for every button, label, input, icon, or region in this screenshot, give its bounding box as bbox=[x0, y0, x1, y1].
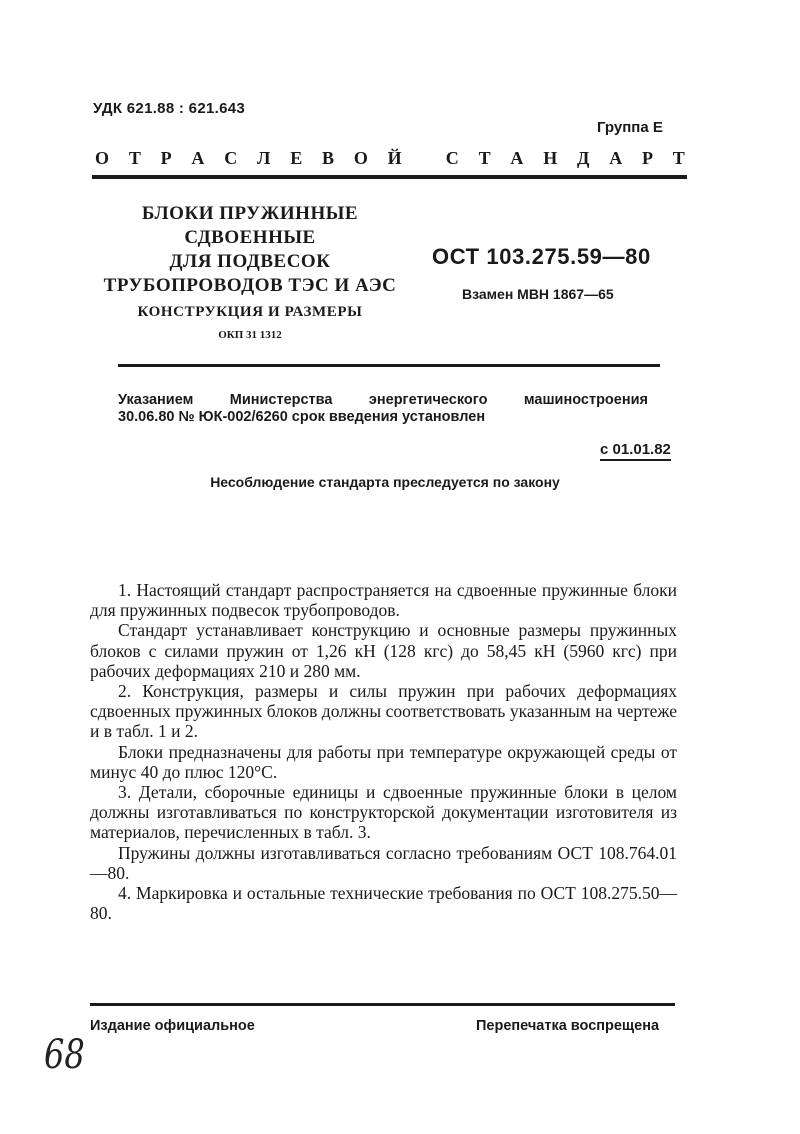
decree-line-2: 30.06.80 № ЮК-002/6260 срок введения установлен bbox=[118, 409, 486, 425]
standard-code: ОСТ 103.275.59—80 bbox=[432, 244, 651, 269]
document-subtitle: КОНСТРУКЦИЯ И РАЗМЕРЫ bbox=[137, 304, 363, 320]
title-line: СДВОЕННЫЕ bbox=[184, 227, 316, 248]
heading-letter: А bbox=[609, 148, 623, 168]
title-line: ТРУБОПРОВОДОВ ТЭС И АЭС bbox=[103, 275, 397, 296]
effective-date: с 01.01.82 bbox=[600, 441, 671, 461]
replaces-note: Взамен МВН 1867—65 bbox=[462, 286, 614, 302]
decree-word: Указанием bbox=[118, 392, 194, 408]
paragraph: 4. Маркировка и остальные технические требования по ОСТ 108.275.50—80. bbox=[90, 883, 677, 924]
heading-letter: О bbox=[353, 148, 368, 168]
heading-letter: Р bbox=[641, 148, 653, 168]
decree-word: машиностроения bbox=[523, 392, 648, 408]
heading-letter: А bbox=[191, 148, 205, 168]
heading-letter: Т bbox=[478, 148, 491, 168]
heading-letter: С bbox=[224, 148, 238, 168]
okp-code: ОКП 31 1312 bbox=[218, 329, 282, 341]
body-text bbox=[90, 580, 677, 923]
footer-divider bbox=[90, 1003, 675, 1006]
section-divider bbox=[118, 364, 660, 367]
heading-letter: О bbox=[95, 148, 110, 168]
heading-letter: С bbox=[445, 148, 459, 168]
decree-text bbox=[118, 392, 648, 426]
heading-letter: Л bbox=[257, 148, 271, 168]
standard-type-heading bbox=[95, 148, 685, 169]
document-title bbox=[90, 202, 410, 298]
header-divider bbox=[92, 175, 687, 179]
heading-letter: Р bbox=[160, 148, 172, 168]
page-number: 68 bbox=[44, 1032, 85, 1078]
heading-letter: В bbox=[322, 148, 335, 168]
paragraph: 3. Детали, сборочные единицы и сдвоенные пружинные блоки в целом должны изготавливаться по конструкторской документации изготовителя из материалов, перечисленных в табл. 3. bbox=[90, 782, 677, 843]
edition-note: Издание официальное bbox=[90, 1018, 255, 1034]
legal-warning: Несоблюдение стандарта преследуется по закону bbox=[210, 474, 560, 490]
heading-letter: Т bbox=[672, 148, 685, 168]
paragraph: 2. Конструкция, размеры и силы пружин при рабочих деформациях сдвоенных пружинных блоков должны соответствовать указанным на чертеже и в табл. 1 и 2. bbox=[90, 681, 677, 742]
paragraph: 1. Настоящий стандарт распространяется на сдвоенные пружинные блоки для пружинных подвесок трубопроводов. bbox=[90, 580, 677, 621]
heading-letter: Е bbox=[290, 148, 303, 168]
decree-word: энергетического bbox=[368, 392, 488, 408]
heading-letter: А bbox=[510, 148, 524, 168]
group-label: Группа Е bbox=[597, 119, 663, 136]
heading-gap bbox=[421, 148, 426, 169]
heading-letter: Т bbox=[128, 148, 141, 168]
udk-code: УДК 621.88 : 621.643 bbox=[93, 100, 246, 117]
title-line: БЛОКИ ПРУЖИННЫЕ bbox=[141, 203, 359, 224]
heading-letter: Й bbox=[387, 148, 402, 168]
heading-letter: Д bbox=[577, 148, 590, 168]
title-line: ДЛЯ ПОДВЕСОК bbox=[169, 251, 331, 272]
decree-word: Министерства bbox=[229, 392, 333, 408]
paragraph: Блоки предназначены для работы при температуре окружающей среды от минус 40 до плюс 120°С. bbox=[90, 741, 677, 782]
heading-letter: Н bbox=[543, 148, 558, 168]
paragraph: Пружины должны изготавливаться согласно требованиям ОСТ 108.764.01—80. bbox=[90, 842, 677, 883]
reprint-note: Перепечатка воспрещена bbox=[476, 1018, 660, 1034]
decree-line-1 bbox=[118, 392, 648, 409]
paragraph: Стандарт устанавливает конструкцию и основные размеры пружинных блоков с силами пружин от 1,26 кН (128 кгс) до 58,45 кН (5960 кгс) при рабочих деформациях 210 и 280 мм. bbox=[90, 620, 677, 681]
